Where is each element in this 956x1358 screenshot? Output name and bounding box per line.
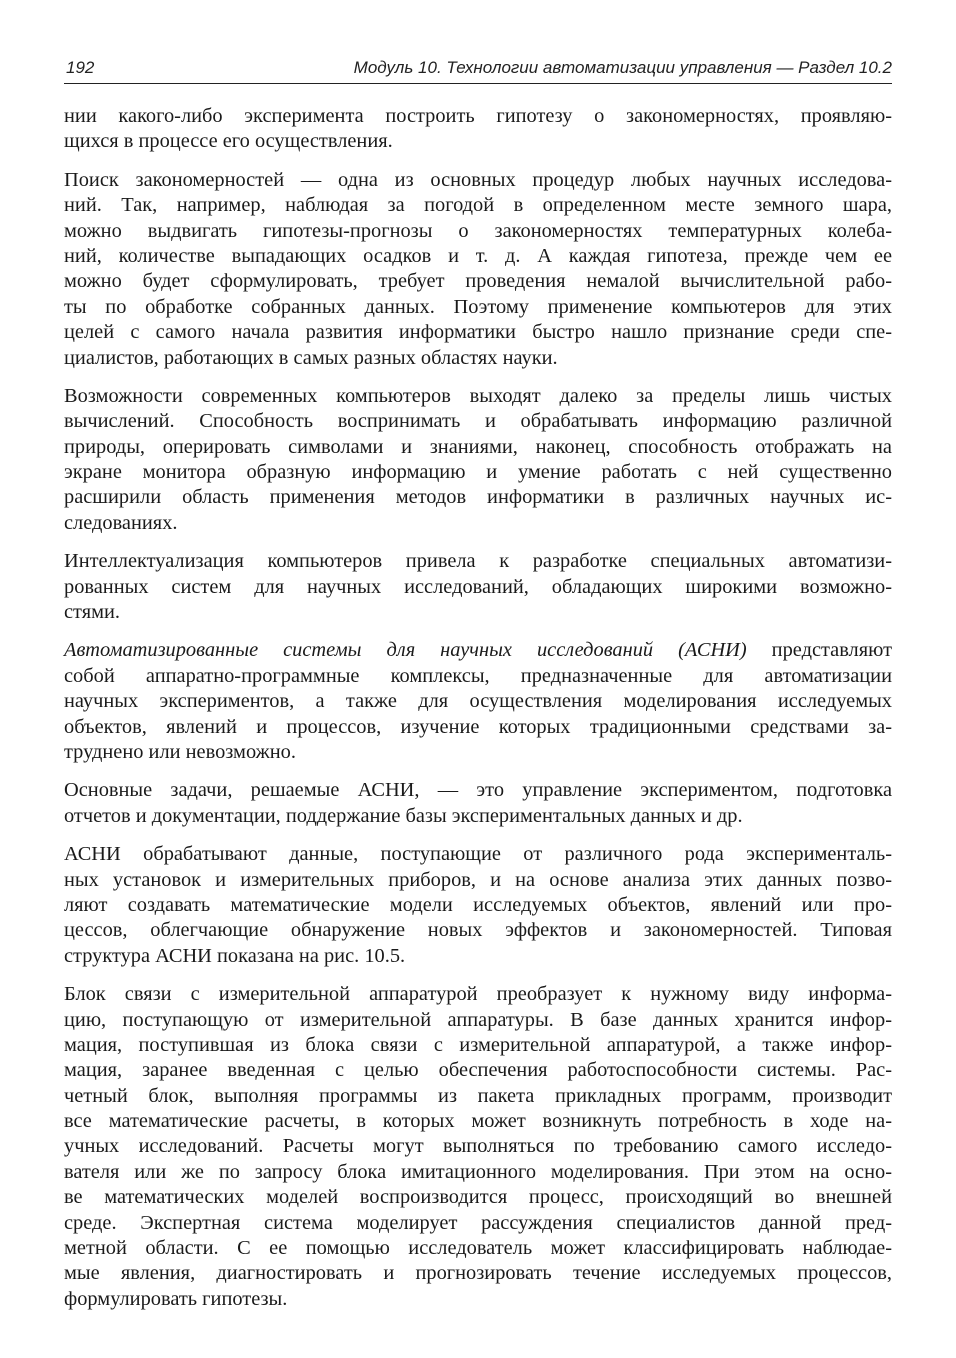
text-line: Возможности современных компьютеров выходят далеко за пределы лишь чистых [64,384,892,407]
text-line: все математические расчеты, в которых может возникнуть потребность в ходе на- [64,1110,892,1133]
text-line: Основные задачи, решаемые АСНИ, — это управление экспериментом, подготовка [64,779,892,802]
text-line: мые явления, диагностировать и прогнозировать течение исследуемых процессов, [64,1262,892,1285]
text-line: расширили область применения методов информатики в различных научных ис- [64,486,892,509]
text-line: учных исследований. Расчеты могут выполняться по требованию самого исследо- [64,1135,892,1158]
term-italic: Автоматизированные системы для научных исследований (АСНИ) [64,639,747,662]
text-line: следованиях. [64,511,178,534]
paragraph [64,638,892,765]
text-line: вателя или же по запросу блока имитационного моделирования. При этом на осно- [64,1160,892,1183]
text-line: Поиск закономерностей — одна из основных процедур любых научных исследова- [64,168,892,191]
text-line: вычислений. Способность воспринимать и обрабатывать информацию различной [64,410,892,433]
text-line: среде. Экспертная система моделирует рассуждения специалистов данной пред- [64,1211,892,1234]
page-body [64,104,892,1325]
text-line: цию, поступающую от измерительной аппаратуры. В базе данных хранится инфор- [64,1008,892,1031]
text-run: представляют [746,639,892,662]
text-line: мация, заранее введенная с целью обеспечения работоспособности системы. Рас- [64,1059,892,1082]
text-line: циалистов, работающих в самых разных областях науки. [64,346,558,369]
text-line: ты по обработке собранных данных. Поэтому применение компьютеров для этих [64,295,892,318]
text-line: цессов, облегчающие обнаружение новых эффектов и закономерностей. Типовая [64,919,892,942]
text-line: труднено или невозможно. [64,740,296,763]
text-line: четный блок, выполняя программы из пакета прикладных программ, производит [64,1084,892,1107]
running-header [64,57,892,84]
text-line: целей с самого начала развития информатики быстро нашло признание среди спе- [64,321,892,344]
running-header-title: Модуль 10. Технологии автоматизации управления — Раздел 10.2 [353,58,892,77]
text-line: ляют создавать математические модели исследуемых объектов, явлений или про- [64,893,892,916]
paragraph [64,549,892,625]
text-line: формулировать гипотезы. [64,1287,288,1310]
text-line: Блок связи с измерительной аппаратурой преобразует к нужному виду информа- [64,983,892,1006]
paragraph [64,168,892,371]
text-line: мация, поступившая из блока связи с измерительной аппаратурой, а также инфор- [64,1033,892,1056]
text-line: объектов, явлений и процессов, изучение которых традиционными средствами за- [64,715,892,738]
text-line: можно будет сформулировать, требует проведения немалой вычислительной рабо- [64,270,892,293]
text-line: собой аппаратно-программные комплексы, предназначенные для автоматизации [64,664,892,687]
text-line: экране монитора образную информацию и умение работать с ней существенно [64,461,892,484]
text-line: ве математических моделей воспроизводится процесс, происходящий во внешней [64,1186,892,1209]
paragraph [64,982,892,1312]
text-line: природы, оперировать символами и знаниями, наконец, способность отображать на [64,435,892,458]
paragraph [64,778,892,829]
text-line: рованных систем для научных исследований, обладающих широкими возможно- [64,575,892,598]
text-line: отчетов и документации, поддержание базы экспериментальных данных и др. [64,804,743,827]
text-line: нии какого-либо эксперимента построить гипотезу о закономерностях, проявляю- [64,105,892,127]
text-line: щихся в процессе его осуществления. [64,130,393,153]
text-line: метной области. С ее помощью исследователь может классифицировать наблюдае- [64,1237,892,1260]
text-line: АСНИ обрабатывают данные, поступающие от различного рода эксперименталь- [64,843,892,866]
text-line: ных установок и измерительных приборов, и на основе анализа этих данных позво- [64,868,892,891]
paragraph [64,384,892,536]
page-number: 192 [66,58,95,77]
text-line: структура АСНИ показана на рис. 10.5. [64,944,406,967]
text-line: Интеллектуализация компьютеров привела к разработке специальных автоматизи- [64,550,892,573]
text-line: ний. Так, например, наблюдая за погодой в определенном месте земного шара, [64,194,892,217]
text-line: можно выдвигать гипотезы-прогнозы о закономерностях температурных колеба- [64,219,892,242]
text-line: ний, количестве выпадающих осадков и т. д. А каждая гипотеза, прежде чем ее [64,244,892,267]
paragraph [64,104,892,155]
text-line [64,638,892,663]
paragraph [64,842,892,969]
text-line: научных экспериментов, а также для осуществления моделирования исследуемых [64,690,892,713]
text-line: стями. [64,601,120,624]
